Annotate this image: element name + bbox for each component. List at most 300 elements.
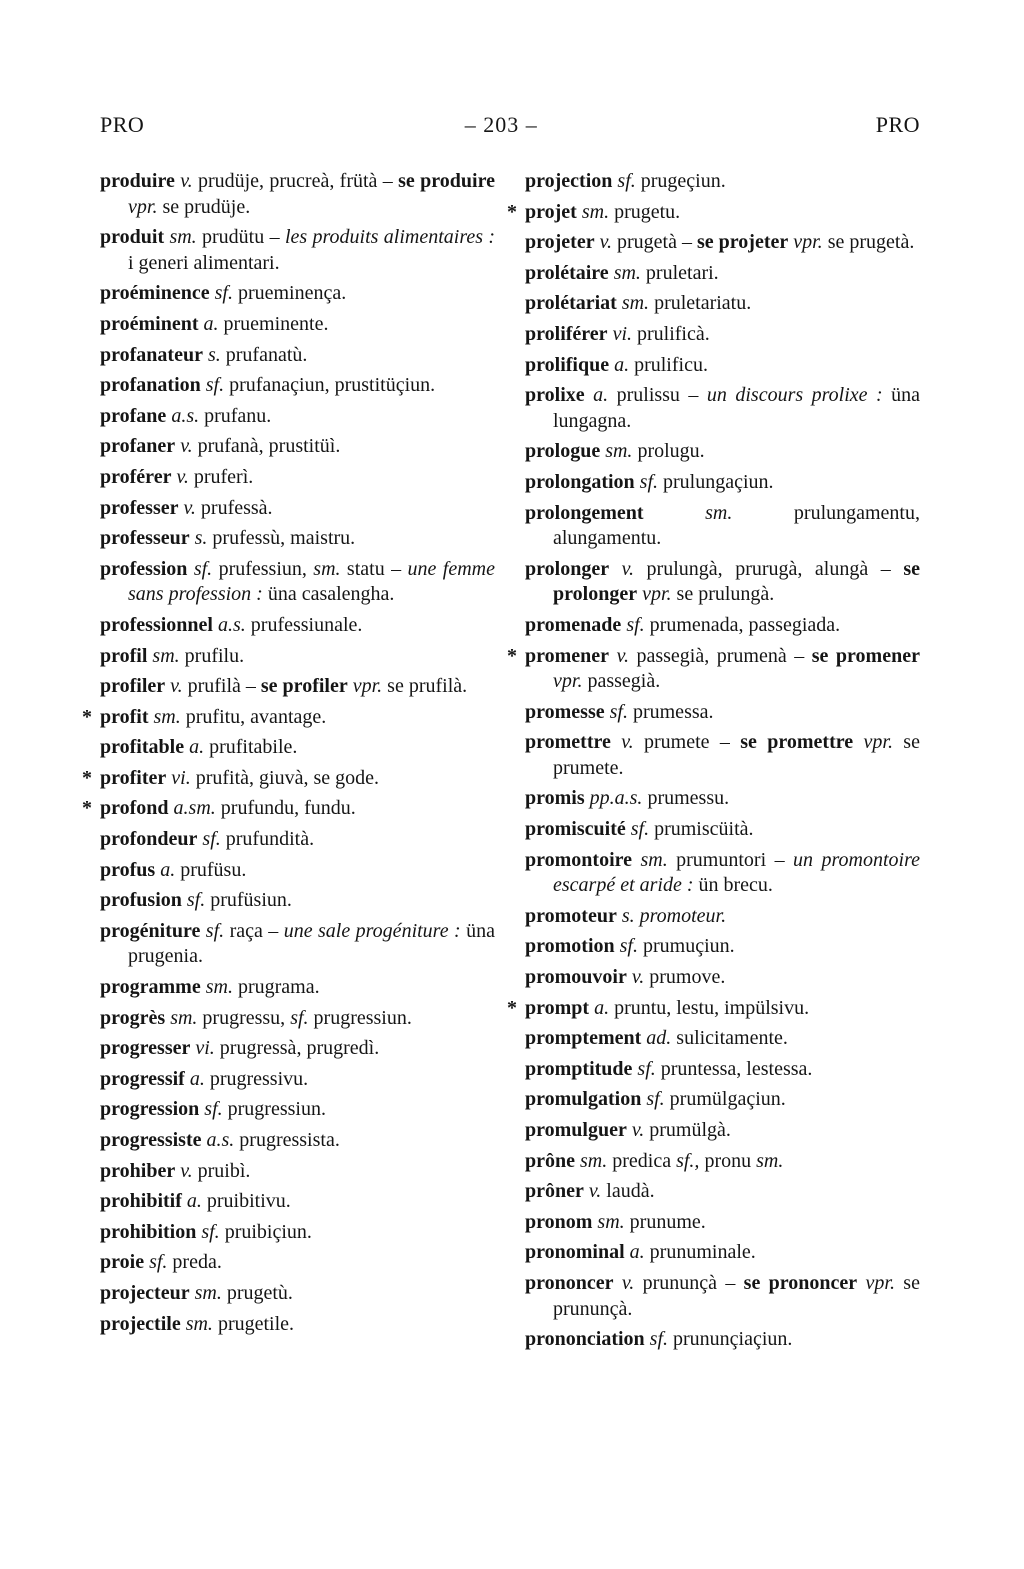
translation-text: prudüje, prucreà, frütà – [192, 170, 399, 192]
headword: proéminence [100, 282, 210, 305]
grammar-label: sf. [196, 1220, 220, 1243]
grammar-label: v. [175, 435, 193, 458]
headword: prolifique [525, 353, 610, 376]
headword: profanateur [100, 343, 203, 366]
running-head-left: PRO [100, 112, 145, 137]
grammar-label: sm. [180, 1312, 213, 1335]
translation-text: prufanu. [199, 404, 272, 427]
grammar-label: s. promoteur. [616, 904, 727, 927]
dictionary-entry [525, 965, 920, 991]
grammar-label: v. [609, 557, 635, 580]
headword: profaner [100, 435, 176, 458]
translation-text: passegià. [582, 670, 661, 693]
dictionary-entry [100, 827, 495, 853]
translation-text: pruletariatu. [649, 292, 752, 315]
headword: profane [100, 404, 167, 427]
grammar-label: un discours prolixe : [706, 384, 883, 407]
headword: proie [100, 1251, 145, 1274]
translation-text: se prununçà. [553, 1271, 920, 1320]
translation-text: prugrama. [232, 976, 320, 999]
headword: prononciation [525, 1328, 645, 1351]
translation-text: üna prugenia. [128, 919, 495, 968]
headword: pronominal [525, 1241, 625, 1264]
grammar-label: sf., [676, 1149, 700, 1172]
headword: prolonger [525, 557, 610, 580]
grammar-label: v. [583, 1180, 602, 1203]
headword: profitable [100, 736, 185, 759]
grammar-label: v. [610, 731, 634, 754]
dictionary-entry [525, 322, 920, 348]
headword: profiter [100, 766, 167, 789]
translation-text: prufilà – [182, 675, 261, 698]
dictionary-entry [100, 281, 495, 307]
translation-text: laudà. [601, 1180, 655, 1203]
dictionary-entry [100, 169, 495, 220]
translation-text: prufessù, maistru. [207, 527, 356, 550]
grammar-label: pp.a.s. [584, 787, 643, 810]
dictionary-entry [525, 501, 920, 552]
translation-text: prueminença. [232, 282, 347, 305]
headword: se prolonger [553, 557, 920, 606]
translation-text: prufilu. [179, 644, 245, 667]
grammar-label: v. [174, 170, 193, 192]
translation-text: prumuçiun. [637, 935, 735, 958]
grammar-label: vpr. [347, 675, 383, 698]
grammar-label: sf. [200, 919, 225, 942]
translation-text: prulificu. [629, 353, 708, 376]
dictionary-entry [525, 169, 920, 195]
grammar-label: sf. [199, 1098, 223, 1121]
headword: se produire [398, 170, 495, 192]
headword: progressiste [100, 1129, 202, 1151]
dictionary-entry [100, 496, 495, 522]
translation-text: prunuminale. [644, 1241, 756, 1264]
translation-text: se prudüje. [157, 195, 251, 218]
translation-text: predica [607, 1149, 677, 1172]
grammar-label: sf. [200, 374, 225, 397]
grammar-label: s. [202, 343, 221, 366]
grammar-label: a. [155, 858, 176, 881]
grammar-label: a.s. [201, 1129, 235, 1151]
dictionary-entry [525, 261, 920, 287]
translation-text: prumiscüità. [649, 818, 754, 841]
headword: projecteur [100, 1281, 190, 1304]
headword: prohibition [100, 1220, 197, 1243]
dictionary-entry [525, 786, 920, 812]
dictionary-entry [525, 1271, 920, 1322]
grammar-label: a. [584, 384, 609, 407]
dictionary-entry [525, 1026, 920, 1052]
headword: prône [525, 1149, 575, 1172]
star-marker: * [507, 644, 517, 667]
headword: profil [100, 644, 148, 667]
page-number: – 203 – [464, 112, 538, 137]
translation-text: prugetile. [212, 1312, 295, 1335]
grammar-label: sf. [209, 282, 233, 305]
grammar-label: sf. [197, 828, 221, 851]
translation-text: prununçiaçiun. [668, 1328, 793, 1351]
translation-text: prunume. [624, 1210, 706, 1233]
headword: profondeur [100, 828, 198, 851]
translation-text: se prulungà. [671, 583, 775, 606]
dictionary-entry [100, 526, 495, 552]
dictionary-entry [507, 996, 920, 1022]
headword: profession [100, 557, 188, 580]
grammar-label: les produits alimentaires : [284, 226, 496, 249]
grammar-label: sm. [200, 976, 233, 999]
dictionary-entry [100, 312, 495, 338]
translation-text: üna lungagna. [553, 384, 921, 432]
grammar-label: un promontoire escarpé et aride : [553, 848, 920, 897]
headword: prolétaire [525, 261, 609, 284]
headword: promptitude [525, 1057, 633, 1080]
dictionary-entry [100, 735, 495, 761]
grammar-label: s. [189, 527, 208, 550]
translation-text: prufità, giuvà, se gode. [190, 766, 379, 789]
grammar-label: ad. [641, 1027, 672, 1050]
dictionary-entry [525, 353, 920, 379]
headword: promiscuité [525, 818, 626, 841]
dictionary-entry [507, 644, 920, 695]
dictionary-entry [507, 200, 920, 226]
dictionary-entry [82, 796, 495, 822]
dictionary-entry [525, 730, 920, 781]
dictionary-entry [100, 613, 495, 639]
grammar-label: sf. [614, 935, 638, 958]
translation-text: prugetà – [612, 231, 697, 254]
star-marker: * [82, 797, 92, 820]
headword: prohiber [100, 1159, 176, 1182]
grammar-label: v. [178, 496, 196, 519]
headword: profiler [100, 675, 166, 698]
dictionary-entry [525, 383, 920, 434]
dictionary-entry [525, 848, 920, 899]
dictionary-entry [100, 465, 495, 491]
translation-text: prudütu – [196, 226, 285, 249]
translation-text: prugressu, [197, 1006, 291, 1029]
headword: produire [100, 170, 175, 192]
headword: promontoire [525, 848, 633, 871]
headword: prolétariat [525, 292, 617, 315]
translation-text: prugressiun. [222, 1098, 326, 1121]
headword: progéniture [100, 919, 201, 942]
dictionary-entry [525, 1149, 920, 1175]
translation-text: prufitabile. [204, 736, 298, 759]
translation-text: prununçà – [634, 1271, 744, 1294]
headword: profus [100, 858, 156, 881]
headword: projet [525, 200, 577, 223]
grammar-label: a.s. [166, 404, 200, 427]
grammar-label: v. [626, 966, 645, 989]
dictionary-entry [525, 230, 920, 256]
grammar-label: sf. [144, 1251, 168, 1274]
headword: prôner [525, 1180, 584, 1203]
headword: promener [525, 644, 610, 667]
translation-text: prumenada, passegiada. [644, 613, 841, 636]
grammar-label: a. [589, 996, 610, 1019]
grammar-label: sf. [181, 889, 206, 912]
grammar-label: a. [609, 353, 630, 376]
translation-text: prumülgaçiun. [664, 1088, 786, 1111]
headword: projectile [100, 1312, 181, 1335]
grammar-label: a. [184, 736, 205, 759]
grammar-label: a. [181, 1190, 202, 1213]
dictionary-entry [100, 1006, 495, 1032]
headword: progression [100, 1098, 200, 1121]
translation-text: ün brecu. [693, 874, 773, 897]
headword: promulguer [525, 1119, 627, 1141]
dictionary-entry [525, 934, 920, 960]
translation-text: prumete – [633, 731, 741, 754]
headword: profond [100, 797, 169, 820]
dictionary-entry [525, 291, 920, 317]
grammar-label: sf. [290, 1006, 309, 1029]
grammar-label: une sale progéniture : [283, 919, 461, 942]
dictionary-entry [525, 1240, 920, 1266]
grammar-label: v. [609, 644, 629, 667]
grammar-label: sm. [313, 557, 341, 580]
headword: se profiler [260, 675, 348, 698]
translation-text: prumessa. [627, 700, 714, 723]
dictionary-entry [100, 1220, 495, 1246]
headword: prolongement [525, 501, 644, 524]
grammar-label: sm. [189, 1281, 222, 1304]
translation-text: pruferì. [188, 465, 254, 488]
running-head-right: PRO [875, 112, 920, 137]
headword: proéminent [100, 312, 199, 335]
dictionary-entry [100, 1250, 495, 1276]
grammar-label: sf. [632, 1057, 656, 1080]
grammar-label: sm. [164, 226, 197, 249]
grammar-label: une femme sans profession : [128, 557, 495, 606]
dictionary-entry [525, 700, 920, 726]
headword: promotion [525, 935, 615, 958]
translation-text: se prugetà. [822, 231, 915, 254]
grammar-label: sf. [644, 1328, 669, 1351]
star-marker: * [82, 766, 92, 789]
dictionary-entry [525, 439, 920, 465]
translation-text: prumessu. [642, 787, 730, 810]
grammar-label: v. [613, 1271, 635, 1294]
dictionary-entry [525, 1087, 920, 1113]
headword: promis [525, 787, 585, 810]
dictionary-entry [100, 434, 495, 460]
grammar-label: sf. [634, 470, 659, 493]
column-left [82, 169, 496, 1358]
translation-text: prueminente. [218, 312, 329, 335]
grammar-label: sm. [643, 501, 733, 524]
translation-text: prufessiunale. [245, 613, 363, 636]
headword: promoteur [525, 904, 617, 927]
grammar-label: vpr. [553, 670, 583, 693]
grammar-label: vi. [190, 1037, 215, 1060]
dictionary-entry [100, 373, 495, 399]
dictionary-entry [525, 904, 920, 930]
translation-text: i generi alimentari. [128, 251, 280, 274]
headword: prononcer [525, 1271, 614, 1294]
grammar-label: a. [184, 1067, 205, 1090]
translation-text: prolugu. [632, 440, 705, 463]
dictionary-entry [525, 1327, 920, 1353]
headword: promouvoir [525, 966, 627, 989]
translation-text: prulungà, prurugà, alungà – [634, 557, 904, 580]
dictionary-entry [100, 919, 495, 970]
grammar-label: vpr. [853, 731, 893, 754]
translation-text: prufüsu. [175, 858, 247, 881]
headword: progrès [100, 1006, 166, 1029]
headword: proliférer [525, 322, 608, 345]
grammar-label: sm. [600, 440, 633, 463]
dictionary-entry [100, 404, 495, 430]
translation-text: sulicitamente. [671, 1027, 788, 1050]
translation-text: prugressà, prugredì. [214, 1037, 380, 1060]
translation-text: prugetù. [221, 1281, 293, 1304]
dictionary-entry [100, 1036, 495, 1062]
translation-text: prugetu. [609, 200, 681, 223]
translation-text: pruntu, lestu, impülsivu. [609, 996, 810, 1019]
grammar-label: sm. [592, 1210, 625, 1233]
star-marker: * [82, 705, 92, 728]
translation-text: prufitu, avantage. [180, 705, 327, 728]
grammar-label: vpr. [128, 195, 158, 218]
grammar-label: v. [594, 231, 612, 254]
translation-text: prufundità. [220, 828, 315, 851]
translation-text: prufessiun, [212, 557, 314, 580]
translation-text: se prumete. [553, 731, 920, 779]
headword: pronom [525, 1210, 593, 1233]
translation-text: üna casalengha. [262, 583, 395, 606]
grammar-label: sm. [756, 1149, 784, 1172]
grammar-label: vi. [607, 322, 632, 345]
headword: programme [100, 976, 201, 999]
dictionary-entry [100, 225, 495, 276]
translation-text: pruibitivu. [201, 1190, 291, 1213]
dictionary-entry [100, 888, 495, 914]
headword: proférer [100, 465, 172, 488]
headword: professionnel [100, 613, 213, 636]
headword: projeter [525, 231, 595, 254]
dictionary-entry [525, 817, 920, 843]
grammar-label: v. [626, 1119, 645, 1141]
translation-text: prugressiun. [308, 1006, 412, 1029]
translation-text: prufundu, fundu. [215, 797, 356, 820]
dictionary-entry [525, 1118, 920, 1144]
headword: promenade [525, 613, 622, 636]
translation-text: pruntessa, lestessa. [655, 1057, 813, 1080]
headword: projection [525, 170, 613, 192]
grammar-label: a.s. [212, 613, 246, 636]
grammar-label: vi. [166, 766, 191, 789]
grammar-label: sf. [604, 700, 628, 723]
headword: progresser [100, 1037, 191, 1060]
dictionary-entry [525, 1057, 920, 1083]
grammar-label: v. [165, 675, 183, 698]
dictionary-entry [100, 975, 495, 1001]
translation-text: pruletari. [640, 261, 719, 284]
headword: profusion [100, 889, 182, 912]
grammar-label: a. [624, 1241, 645, 1264]
dictionary-entry [525, 470, 920, 496]
translation-text: prulificà. [632, 322, 710, 345]
headword: promesse [525, 700, 605, 723]
grammar-label: sf. [612, 170, 636, 192]
translation-text: prugressista. [234, 1129, 340, 1151]
grammar-label: sm. [148, 705, 181, 728]
grammar-label: sm. [575, 1149, 608, 1172]
translation-text: se prufilà. [382, 675, 468, 698]
dictionary-entry [525, 1179, 920, 1205]
translation-text: prugeçiun. [635, 170, 726, 192]
translation-text: pronu [699, 1149, 757, 1172]
page-header [100, 112, 920, 138]
grammar-label: sm. [608, 261, 641, 284]
translation-text: prumülgà. [644, 1119, 731, 1141]
dictionary-entry [100, 858, 495, 884]
translation-text: prufüsiun. [205, 889, 292, 912]
translation-text: prufanà, prustitüì. [192, 435, 341, 458]
column-right [507, 169, 921, 1358]
translation-text: raça – [224, 919, 284, 942]
headword: profanation [100, 374, 201, 397]
headword: professeur [100, 527, 190, 550]
translation-text: pruibì. [192, 1159, 251, 1182]
translation-text: prumove. [644, 966, 726, 989]
grammar-label: v. [171, 465, 189, 488]
grammar-label: sf. [187, 557, 213, 580]
headword: produit [100, 226, 165, 249]
headword: se prononcer [743, 1271, 858, 1294]
grammar-label: sm. [576, 200, 610, 223]
translation-text: statu – [340, 557, 408, 580]
translation-text: prufanatù. [220, 343, 308, 366]
grammar-label: sf. [641, 1088, 665, 1111]
headword: se promettre [740, 731, 854, 754]
dictionary-entry [100, 343, 495, 369]
headword: se projeter [696, 231, 789, 254]
grammar-label: sm. [165, 1006, 198, 1029]
dictionary-entry [100, 1281, 495, 1307]
dictionary-entry [525, 557, 920, 608]
grammar-label: vpr. [788, 231, 823, 254]
headword: promptement [525, 1027, 642, 1050]
dictionary-entry [100, 1159, 495, 1185]
dictionary-columns [82, 169, 921, 1358]
dictionary-entry [100, 644, 495, 670]
translation-text: prufanaçiun, prustitüçiun. [224, 374, 436, 397]
grammar-label: v. [175, 1159, 193, 1182]
grammar-label: sm. [147, 644, 180, 667]
translation-text: prumuntori – [667, 848, 794, 871]
headword: prologue [525, 440, 601, 463]
dictionary-entry [82, 766, 495, 792]
headword: promulgation [525, 1088, 642, 1111]
grammar-label: sf. [621, 613, 645, 636]
headword: prolixe [525, 384, 585, 407]
dictionary-entry [100, 674, 495, 700]
grammar-label: sm. [616, 292, 650, 315]
translation-text: prufessà. [195, 496, 273, 519]
star-marker: * [507, 200, 517, 223]
grammar-label: vpr. [857, 1271, 895, 1294]
headword: promettre [525, 731, 611, 754]
headword: prompt [525, 996, 590, 1019]
translation-text: prulungaçiun. [658, 470, 774, 493]
grammar-label: sf. [625, 818, 650, 841]
headword: prohibitif [100, 1190, 182, 1213]
dictionary-entry [525, 613, 920, 639]
dictionary-entry [100, 557, 495, 608]
dictionary-entry [82, 705, 495, 731]
